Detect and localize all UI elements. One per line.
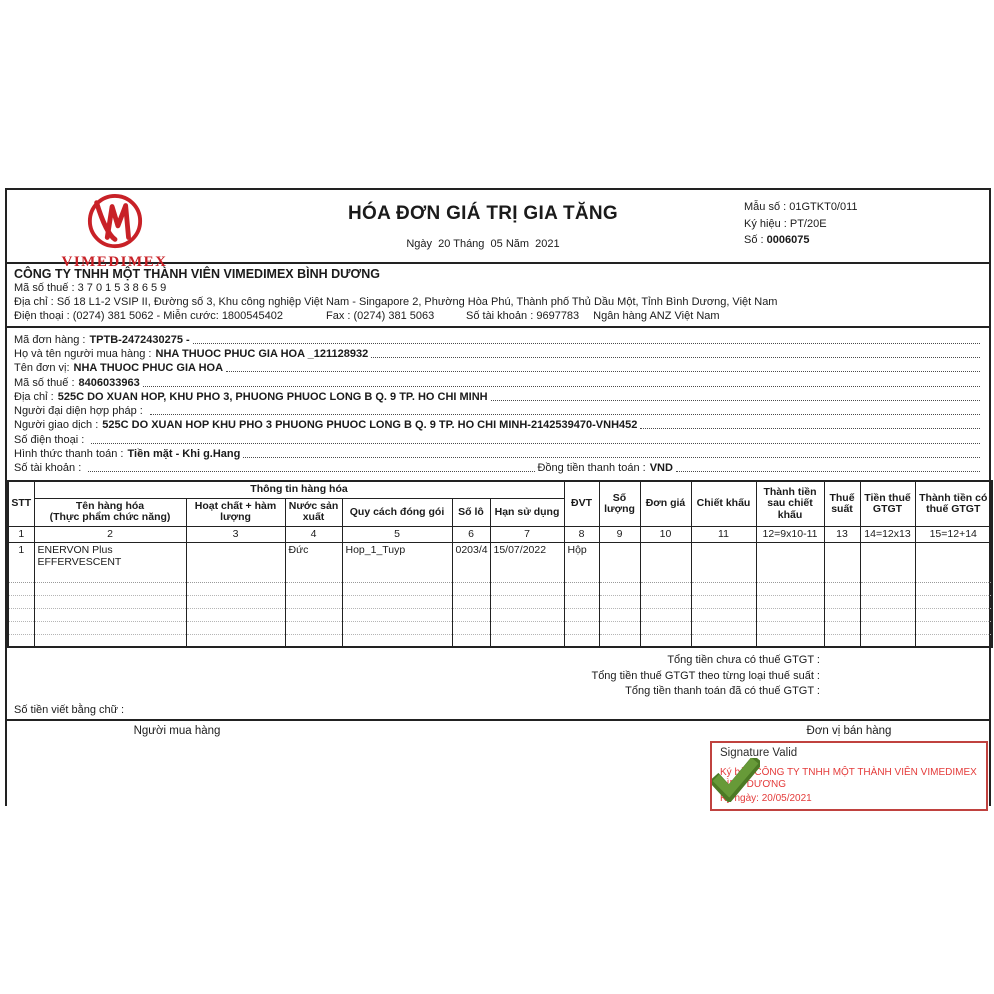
col-header-product-name bbox=[34, 498, 186, 526]
field-label: Mã đơn hàng : bbox=[14, 333, 86, 346]
empty-row bbox=[8, 608, 992, 621]
signature-section bbox=[7, 721, 989, 836]
col-header-price: Đơn giá bbox=[640, 481, 691, 526]
logo-brand-text: VIMEDIMEX bbox=[61, 254, 168, 270]
amount-in-words-line bbox=[7, 700, 989, 721]
buyer-name-line bbox=[14, 346, 982, 360]
cell-tax-rate bbox=[824, 542, 860, 582]
cell-lot: 0203/4 bbox=[452, 542, 490, 582]
vimedimex-logo-icon bbox=[84, 193, 146, 256]
invoice-number-line bbox=[744, 232, 989, 249]
form-number-line bbox=[744, 199, 989, 216]
seller-phone bbox=[14, 310, 326, 324]
dotted-leader bbox=[491, 400, 980, 401]
col-num: 11 bbox=[691, 526, 756, 542]
seller-tax-value: 3 7 0 1 5 3 8 6 5 9 bbox=[77, 282, 167, 294]
field-value: 525C DO XUAN HOP, KHU PHO 3, PHUONG PHUOC LONG B Q. 9 TP. HO CHI MINH bbox=[57, 390, 488, 403]
seller-logo bbox=[7, 190, 222, 270]
col-header-qty: Số lượng bbox=[599, 481, 640, 526]
col-header-discount: Chiết khấu bbox=[691, 481, 756, 526]
col-header-amount: Thành tiền sau chiết khấu bbox=[756, 481, 824, 526]
seller-tax-label: Mã số thuế : bbox=[14, 282, 75, 294]
number-label: Số : bbox=[744, 234, 764, 246]
col-header-country: Nước sản xuất bbox=[285, 498, 342, 526]
cell-tax bbox=[860, 542, 915, 582]
dotted-leader bbox=[91, 443, 980, 444]
col-header-total: Thành tiền có thuế GTGT bbox=[915, 481, 992, 526]
group-header-product-info: Thông tin hàng hóa bbox=[34, 481, 564, 498]
col-header-stt: STT bbox=[8, 481, 34, 526]
field-label: Người đại diện hợp pháp : bbox=[14, 405, 143, 418]
col-num: 1 bbox=[8, 526, 34, 542]
dotted-leader bbox=[143, 386, 980, 387]
cell-total bbox=[915, 542, 992, 582]
dotted-leader bbox=[371, 357, 980, 358]
dotted-leader bbox=[88, 471, 535, 472]
col-name-main: Tên hàng hóa bbox=[75, 499, 145, 512]
cell-country: Đức bbox=[285, 542, 342, 582]
seller-fax bbox=[326, 310, 466, 324]
cell-discount bbox=[691, 542, 756, 582]
digital-signature-box bbox=[710, 741, 988, 811]
product-name-line1: ENERVON Plus bbox=[37, 543, 113, 556]
col-name-sub: (Thực phẩm chức năng) bbox=[49, 511, 171, 524]
field-label: Họ và tên người mua hàng : bbox=[14, 347, 152, 360]
empty-row bbox=[8, 582, 992, 595]
column-number-row bbox=[8, 526, 992, 542]
total-tax-label: Tổng tiền thuế GTGT theo từng loại thuế suất : bbox=[591, 669, 820, 682]
currency-label: Đồng tiền thanh toán : bbox=[537, 462, 646, 475]
empty-row bbox=[8, 634, 992, 647]
col-num: 5 bbox=[342, 526, 452, 542]
seller-account-label: Số tài khoản : bbox=[466, 309, 534, 322]
dotted-leader bbox=[243, 457, 980, 458]
field-value: 8406033963 bbox=[78, 376, 140, 389]
invoice-date: Ngày 20 Tháng 05 Năm 2021 bbox=[406, 238, 560, 250]
col-header-lot: Số lô bbox=[452, 498, 490, 526]
buyer-phone-line bbox=[14, 431, 982, 445]
dotted-leader bbox=[676, 471, 980, 472]
seller-tax-line bbox=[14, 282, 982, 296]
col-header-tax-rate: Thuế suất bbox=[824, 481, 860, 526]
serial-value: PT/20E bbox=[789, 217, 827, 230]
col-num: 10 bbox=[640, 526, 691, 542]
col-num: 8 bbox=[564, 526, 599, 542]
seller-name: CÔNG TY TNHH MỘT THÀNH VIÊN VIMEDIMEX BÌNH DƯƠNG bbox=[14, 267, 380, 281]
sign-date-text: Ký ngày: 20/05/2021 bbox=[720, 792, 812, 804]
total-before-tax-label: Tổng tiền chưa có thuế GTGT : bbox=[667, 654, 820, 667]
empty-row bbox=[8, 621, 992, 634]
field-value: NHA THUOC PHUC GIA HOA bbox=[73, 362, 224, 375]
title-block bbox=[222, 190, 744, 262]
buyer-representative-line bbox=[14, 403, 982, 417]
form-value: 01GTKT0/011 bbox=[789, 201, 858, 213]
field-label: Tên đơn vị: bbox=[14, 362, 70, 375]
dotted-leader bbox=[193, 343, 980, 344]
seller-phone-label: Điện thoại : bbox=[14, 309, 70, 322]
field-value: TPTB-2472430275 - bbox=[89, 333, 190, 346]
currency-value: VND bbox=[649, 462, 673, 475]
field-label: Số tài khoản : bbox=[14, 462, 82, 475]
amount-in-words-label: Số tiền viết bằng chữ : bbox=[14, 703, 125, 716]
col-num: 14=12x13 bbox=[860, 526, 915, 542]
totals-section bbox=[7, 648, 989, 700]
seller-phone-value: (0274) 381 5062 - Miễn cước: 1800545402 bbox=[72, 309, 283, 322]
seller-address-label: Địa chỉ : bbox=[14, 295, 54, 308]
empty-row bbox=[8, 595, 992, 608]
items-table bbox=[7, 480, 993, 648]
invoice-header bbox=[7, 190, 989, 270]
buyer-section bbox=[7, 328, 989, 474]
seller-section bbox=[7, 264, 989, 328]
invoice-meta bbox=[744, 190, 989, 262]
col-header-active-ingredient: Hoạt chất + hàm lượng bbox=[186, 498, 285, 526]
dotted-leader bbox=[150, 414, 980, 415]
seller-bank-name: Ngân hàng ANZ Việt Nam bbox=[593, 309, 720, 322]
col-num: 4 bbox=[285, 526, 342, 542]
field-value: Tiền mặt - Khi g.Hang bbox=[127, 448, 241, 461]
col-num: 9 bbox=[599, 526, 640, 542]
cell-amount bbox=[756, 542, 824, 582]
dotted-leader bbox=[226, 371, 980, 372]
buyer-order-line bbox=[14, 331, 982, 345]
buyer-tax-line bbox=[14, 374, 982, 388]
seller-address-line bbox=[14, 296, 982, 310]
field-value: 525C DO XUAN HOP KHU PHO 3 PHUONG PHUOC LONG B Q. 9 TP. HO CHI MINH-2142539470-VNH452 bbox=[102, 419, 638, 432]
seller-sign-label: Đơn vị bán hàng bbox=[806, 724, 892, 737]
col-num: 2 bbox=[34, 526, 186, 542]
col-header-unit: ĐVT bbox=[564, 481, 599, 526]
col-num: 15=12+14 bbox=[915, 526, 992, 542]
field-value: NHA THUOC PHUC GIA HOA _121128932 bbox=[155, 347, 369, 360]
seller-fax-label: Fax : bbox=[326, 309, 351, 322]
buyer-transactor-line bbox=[14, 417, 982, 431]
signature-status: Signature Valid bbox=[720, 746, 798, 759]
buyer-address-line bbox=[14, 389, 982, 403]
serial-label: Ký hiệu : bbox=[744, 217, 787, 230]
seller-account bbox=[466, 310, 982, 324]
col-num: 12=9x10-11 bbox=[756, 526, 824, 542]
col-num: 13 bbox=[824, 526, 860, 542]
cell-active bbox=[186, 542, 285, 582]
col-header-packing: Quy cách đóng gói bbox=[342, 498, 452, 526]
cell-price bbox=[640, 542, 691, 582]
cell-stt: 1 bbox=[8, 542, 34, 582]
col-num: 3 bbox=[186, 526, 285, 542]
seller-account-value: 9697783 bbox=[536, 309, 580, 322]
col-num: 6 bbox=[452, 526, 490, 542]
field-label: Hình thức thanh toán : bbox=[14, 448, 124, 461]
col-header-tax: Tiền thuế GTGT bbox=[860, 481, 915, 526]
item-row bbox=[8, 542, 992, 582]
field-label: Địa chỉ : bbox=[14, 390, 54, 403]
number-value: 0006075 bbox=[766, 234, 810, 246]
cell-qty bbox=[599, 542, 640, 582]
seller-fax-value: (0274) 381 5063 bbox=[353, 309, 435, 322]
form-label: Mẫu số : bbox=[744, 201, 787, 213]
dotted-leader bbox=[640, 428, 980, 429]
field-label: Số điện thoại : bbox=[14, 433, 85, 446]
invoice-document bbox=[5, 188, 991, 806]
col-num: 7 bbox=[490, 526, 564, 542]
cell-expiry: 15/07/2022 bbox=[490, 542, 564, 582]
table-group-header-row bbox=[8, 481, 992, 498]
seller-contact-line bbox=[14, 310, 982, 324]
check-icon bbox=[712, 758, 760, 805]
invoice-title: HÓA ĐƠN GIÁ TRỊ GIA TĂNG bbox=[347, 203, 619, 224]
serial-line bbox=[744, 216, 989, 233]
field-label: Người giao dịch : bbox=[14, 419, 99, 432]
cell-product-name bbox=[34, 542, 186, 582]
cell-unit: Hộp bbox=[564, 542, 599, 582]
seller-address-value: Số 18 L1-2 VSIP II, Đường số 3, Khu công nghiệp Việt Nam - Singapore 2, Phường Hòa Phú, Thành phố Thủ Dầu Một, Tỉnh Bình Dương, Việt Nam bbox=[56, 295, 778, 308]
field-label: Mã số thuế : bbox=[14, 376, 75, 389]
product-name-line2: EFFERVESCENT bbox=[37, 555, 122, 568]
signed-by-text: Ký bởi: CÔNG TY TNHH MỘT THÀNH VIÊN VIMEDIMEX BÌNH DƯƠNG bbox=[720, 766, 977, 791]
buyer-sign-label: Người mua hàng bbox=[133, 724, 221, 737]
buyer-unit-line bbox=[14, 360, 982, 374]
payment-method-line bbox=[14, 446, 982, 460]
cell-packing: Hop_1_Tuyp bbox=[342, 542, 452, 582]
buyer-account-line bbox=[14, 460, 982, 474]
total-with-tax-label: Tổng tiền thanh toán đã có thuế GTGT : bbox=[625, 685, 820, 698]
col-header-expiry: Hạn sử dụng bbox=[490, 498, 564, 526]
